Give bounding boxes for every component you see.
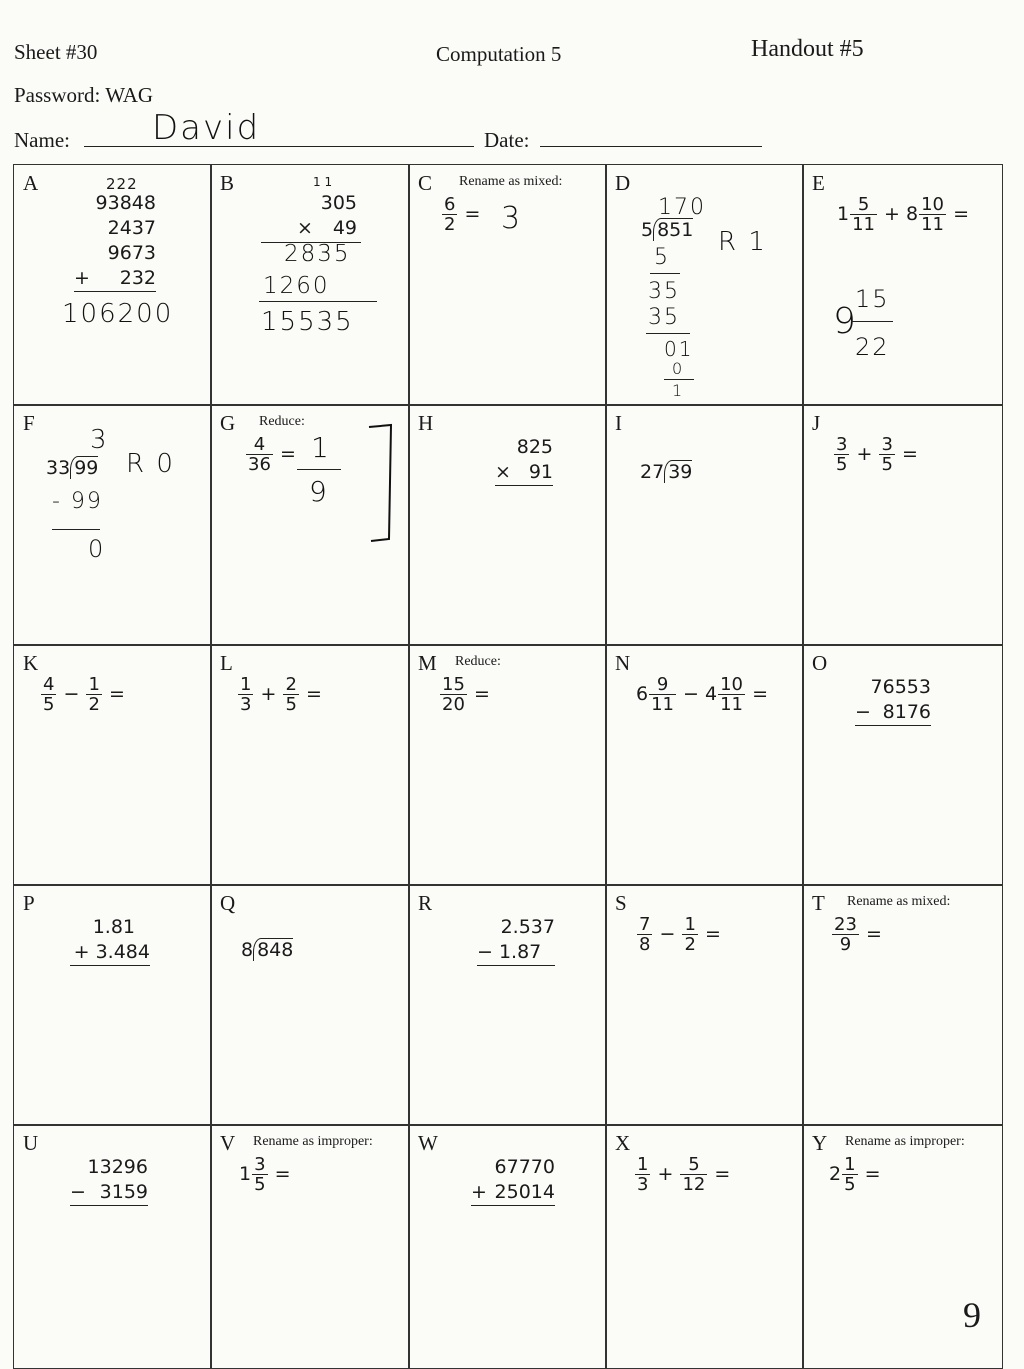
carry-digits: 1 1 (313, 175, 333, 189)
problem-letter: O (812, 651, 828, 675)
problem-cell-k (13, 644, 212, 886)
problem-letter: Q (220, 891, 236, 915)
problem-cell-n (605, 644, 804, 886)
work-rule (664, 379, 694, 380)
fraction-expression: $\frac{4}{36}$ = (248, 434, 296, 475)
operator: − (477, 941, 493, 963)
instruction-note: Reduce: (455, 654, 501, 669)
subtraction-stack: 76553 − 8176 (855, 675, 931, 726)
operator: − (855, 701, 871, 723)
fraction-expression: 1 $\frac{5}{11}$ + 8 $\frac{10}{11}$ = (837, 194, 969, 235)
handwritten-quotient: 3 (90, 425, 109, 455)
problem-letter: B (220, 171, 235, 195)
problem-cell-t (802, 884, 1003, 1126)
long-division: 5 851 (641, 219, 694, 241)
problem-cell-o (802, 644, 1003, 886)
problem-grid (13, 164, 1003, 1369)
answer-rule (259, 301, 377, 302)
fraction-expression: $\frac{1}{3}$ + $\frac{2}{5}$ = (240, 674, 322, 715)
problem-cell-f (13, 404, 212, 646)
handwritten-numerator: 15 (855, 285, 890, 313)
division-work: 35 (648, 279, 680, 304)
addition-stack (74, 191, 156, 292)
problem-cell-s (605, 884, 804, 1126)
date-label: Date: (484, 128, 530, 152)
operator: + (73, 941, 90, 963)
worksheet-title: Computation 5 (436, 42, 562, 66)
operator: + (471, 1181, 487, 1203)
partial-product: 1260 (263, 273, 330, 299)
instruction-note: Rename as improper: (253, 1134, 373, 1149)
long-division: 27 39 (640, 461, 693, 483)
problem-cell-q (210, 884, 410, 1126)
problem-letter: E (812, 171, 825, 195)
addend: 2437 (107, 217, 156, 239)
problem-letter: N (615, 651, 631, 675)
problem-cell-u (13, 1124, 212, 1369)
work-rule (52, 529, 100, 530)
operator: + (74, 267, 90, 289)
problem-cell-d (605, 164, 804, 406)
handwritten-denominator: 9 (309, 475, 329, 508)
fraction-bar (851, 321, 893, 322)
password-label: Password: (14, 83, 101, 107)
fraction-expression: 1 $\frac{3}{5}$ = (239, 1154, 291, 1195)
handwritten-answer: 106200 (62, 299, 174, 329)
division-work: 0 (88, 535, 106, 563)
subtraction-stack: 13296 − 3159 (70, 1155, 148, 1206)
problem-cell-c (408, 164, 607, 406)
fraction-expression: $\frac{7}{8}$ − $\frac{1}{2}$ = (639, 914, 721, 955)
instruction-note: Rename as improper: (845, 1134, 965, 1149)
work-rule (646, 333, 690, 334)
name-handwriting: David (152, 108, 261, 148)
handout-number: Handout #5 (751, 36, 864, 62)
problem-cell-h (408, 404, 607, 646)
instruction-note: Rename as mixed: (847, 894, 951, 909)
instruction-note: Rename as mixed: (459, 174, 563, 189)
password-value: WAG (105, 83, 154, 107)
problem-letter: X (615, 1131, 631, 1155)
division-work: 0 (672, 359, 685, 378)
addend-last: + 232 (74, 266, 156, 292)
operator: × (495, 461, 511, 483)
problem-letter: W (418, 1131, 438, 1155)
password-row (14, 83, 153, 108)
division-work: 35 (648, 305, 680, 330)
addition-stack: 1.81 + 3.484 (70, 915, 150, 966)
fraction-expression: $\frac{4}{5}$ − $\frac{1}{2}$ = (43, 674, 125, 715)
handwritten-remainder: R 0 (126, 449, 175, 479)
fraction-expression: $\frac{6}{2}$ = (444, 194, 481, 235)
work-rule (650, 273, 680, 274)
addend: 93848 (95, 192, 156, 214)
instruction-note: Reduce: (259, 414, 305, 429)
problem-cell-l (210, 644, 410, 886)
handwritten-remainder: R 1 (718, 227, 767, 257)
handwritten-answer: 3 (501, 201, 523, 236)
problem-cell-m (408, 644, 607, 886)
name-line[interactable] (84, 146, 474, 147)
problem-letter: L (220, 651, 233, 675)
multiplication-stack: 825 × 91 (495, 435, 553, 486)
handwritten-whole: 9 (833, 301, 858, 342)
long-division: 33 99 (46, 457, 99, 479)
problem-letter: D (615, 171, 631, 195)
problem-letter: K (23, 651, 39, 675)
division-work: 1 (672, 381, 685, 400)
problem-letter: P (23, 891, 35, 915)
division-work: 01 (664, 337, 694, 361)
bracket-mark (361, 423, 401, 543)
problem-letter: U (23, 1131, 39, 1155)
fraction-expression: $\frac{15}{20}$ = (442, 674, 490, 715)
problem-letter: I (615, 411, 622, 435)
problem-letter: F (23, 411, 35, 435)
name-label: Name: (14, 128, 70, 152)
handwritten-quotient: 170 (658, 195, 706, 220)
problem-letter: S (615, 891, 627, 915)
carry-digits: 222 (106, 175, 138, 193)
page-number: 9 (963, 1295, 981, 1335)
fraction-expression: $\frac{3}{5}$ + $\frac{3}{5}$ = (836, 434, 918, 475)
problem-cell-w (408, 1124, 607, 1369)
problem-letter: R (418, 891, 433, 915)
fraction-expression: $\frac{1}{3}$ + $\frac{5}{12}$ = (637, 1154, 731, 1195)
sheet-number: Sheet #30 (14, 40, 98, 64)
fraction-expression: 2 $\frac{1}{5}$ = (829, 1154, 881, 1195)
division-work: - 99 (52, 489, 103, 514)
handwritten-numerator: 1 (311, 431, 331, 464)
problem-cell-e (802, 164, 1003, 406)
problem-cell-a (13, 164, 212, 406)
problem-cell-b (210, 164, 410, 406)
problem-letter: H (418, 411, 434, 435)
addend: 9673 (107, 242, 156, 264)
operator: × (297, 217, 313, 239)
problem-letter: Y (812, 1131, 828, 1155)
partial-product: 2835 (284, 241, 351, 267)
problem-cell-i (605, 404, 804, 646)
problem-cell-p (13, 884, 212, 1126)
problem-letter: M (418, 651, 437, 675)
problem-cell-r (408, 884, 607, 1126)
problem-letter: T (812, 891, 825, 915)
problem-letter: C (418, 171, 433, 195)
problem-cell-v (210, 1124, 410, 1369)
fraction-bar (297, 469, 341, 470)
problem-cell-j (802, 404, 1003, 646)
fraction-expression: $\frac{23}{9}$ = (834, 914, 882, 955)
handwritten-answer: 15535 (261, 307, 354, 337)
operator: − (70, 1181, 86, 1203)
handwritten-denominator: 22 (855, 333, 890, 361)
date-line[interactable] (540, 146, 762, 147)
problem-letter: A (23, 171, 39, 195)
fraction-expression: 6 $\frac{9}{11}$ − 4 $\frac{10}{11}$ = (636, 674, 768, 715)
division-work: 5 (654, 245, 670, 270)
long-division: 8 848 (241, 939, 294, 961)
addition-stack: 67770 + 25014 (471, 1155, 555, 1206)
problem-letter: J (812, 411, 821, 435)
problem-cell-x (605, 1124, 804, 1369)
subtraction-stack: 2.537 − 1.87 (477, 915, 555, 966)
problem-cell-g (210, 404, 410, 646)
problem-letter: V (220, 1131, 236, 1155)
multiplication-stack: 305 × 49 (297, 192, 357, 239)
problem-letter: G (220, 411, 236, 435)
